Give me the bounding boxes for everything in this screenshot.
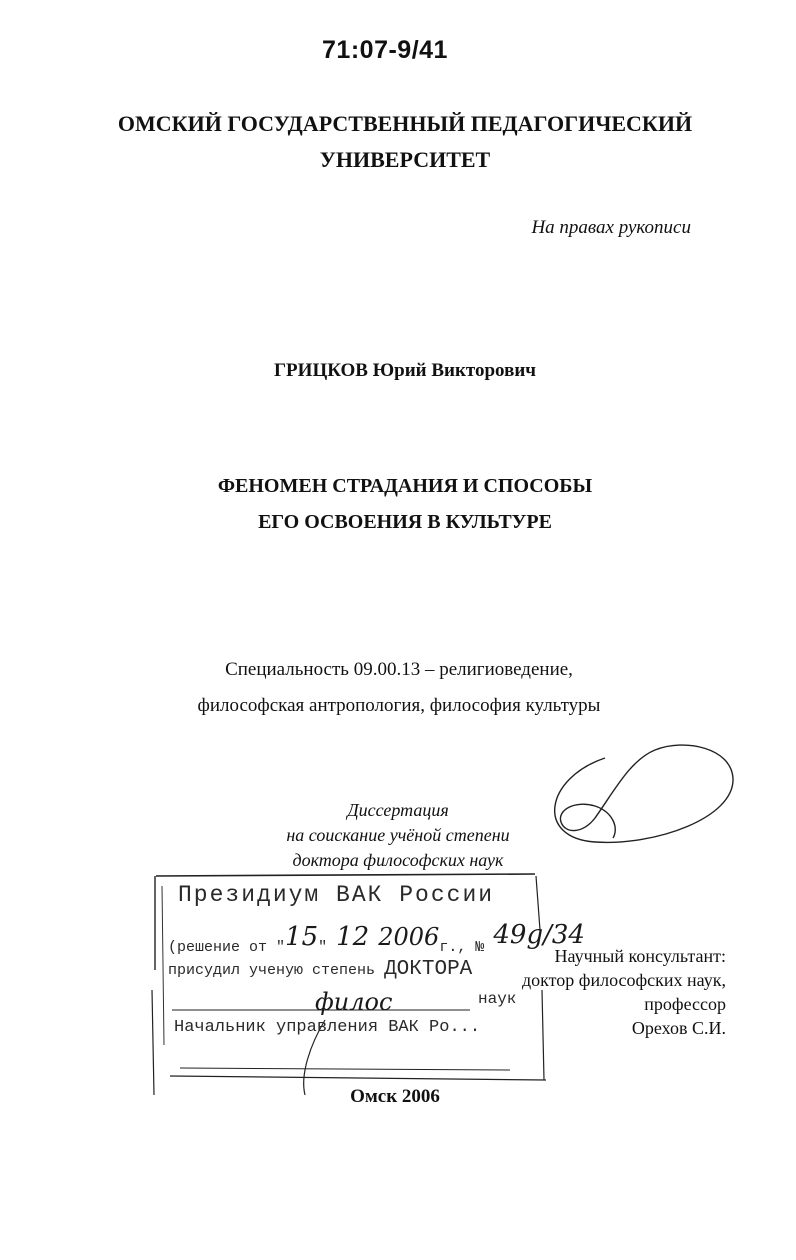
consultant-rank: профессор (644, 994, 726, 1014)
dissertation-line-1: Диссертация (347, 800, 449, 820)
stamp-awarded: присудил ученую степень (168, 962, 376, 979)
dissertation-line-3: доктора философских наук (292, 850, 504, 870)
author-given-names: Юрий Викторович (372, 360, 537, 381)
stamp-number: 49g/34 (493, 920, 585, 950)
stamp-awarded-line (168, 958, 472, 981)
stamp-decision-prefix: (решение от " (168, 939, 286, 956)
stamp-degree: ДОКТОРА (384, 958, 473, 981)
speciality (0, 652, 796, 724)
consultant-name: Орехов С.И. (631, 1018, 726, 1038)
consultant-degree: доктор философских наук, (522, 970, 726, 990)
title-line-2: ЕГО ОСВОЕНИЯ В КУЛЬТУРЕ (258, 511, 552, 533)
university-line-1: ОМСКИЙ ГОСУДАРСТВЕННЫЙ ПЕДАГОГИЧЕСКИЙ (117, 111, 693, 136)
stamp-day: 15 (285, 922, 319, 952)
stamp-month: 12 (336, 922, 370, 952)
stamp-sciences: наук (478, 990, 517, 1008)
dissertation-title (0, 468, 796, 540)
stamp-title: Президиум ВАК России (178, 882, 495, 908)
title-line-1: ФЕНОМЕН СТРАДАНИЯ И СПОСОБЫ (217, 475, 593, 497)
stamp-decision-mid: " (318, 939, 337, 956)
dissertation-block (0, 798, 796, 873)
speciality-line-2: философская антропология, философия культуры (197, 695, 601, 716)
speciality-line-1: Специальность 09.00.13 – религиоведение, (225, 659, 573, 680)
vak-stamp (150, 870, 585, 1037)
author-name (0, 360, 796, 382)
university-name (0, 106, 796, 178)
city-year: Омск 2006 (350, 1086, 440, 1107)
stamp-field-handwritten: филос (315, 988, 393, 1016)
catalog-code: 71:07-9/41 (322, 36, 448, 64)
stamp-number-prefix: г., № (439, 939, 485, 956)
scientific-consultant (522, 944, 726, 1040)
consultant-label: Научный консультант: (554, 946, 726, 966)
dissertation-line-2: на соискание учёной степени (286, 825, 510, 845)
university-line-2: УНИВЕРСИТЕТ (319, 147, 491, 172)
stamp-year: 2006 (378, 923, 440, 951)
stamp-head: Начальник управления ВАК Ро... (174, 1018, 481, 1037)
author-surname: ГРИЦКОВ (273, 360, 368, 381)
manuscript-rights: На правах рукописи (531, 217, 691, 238)
